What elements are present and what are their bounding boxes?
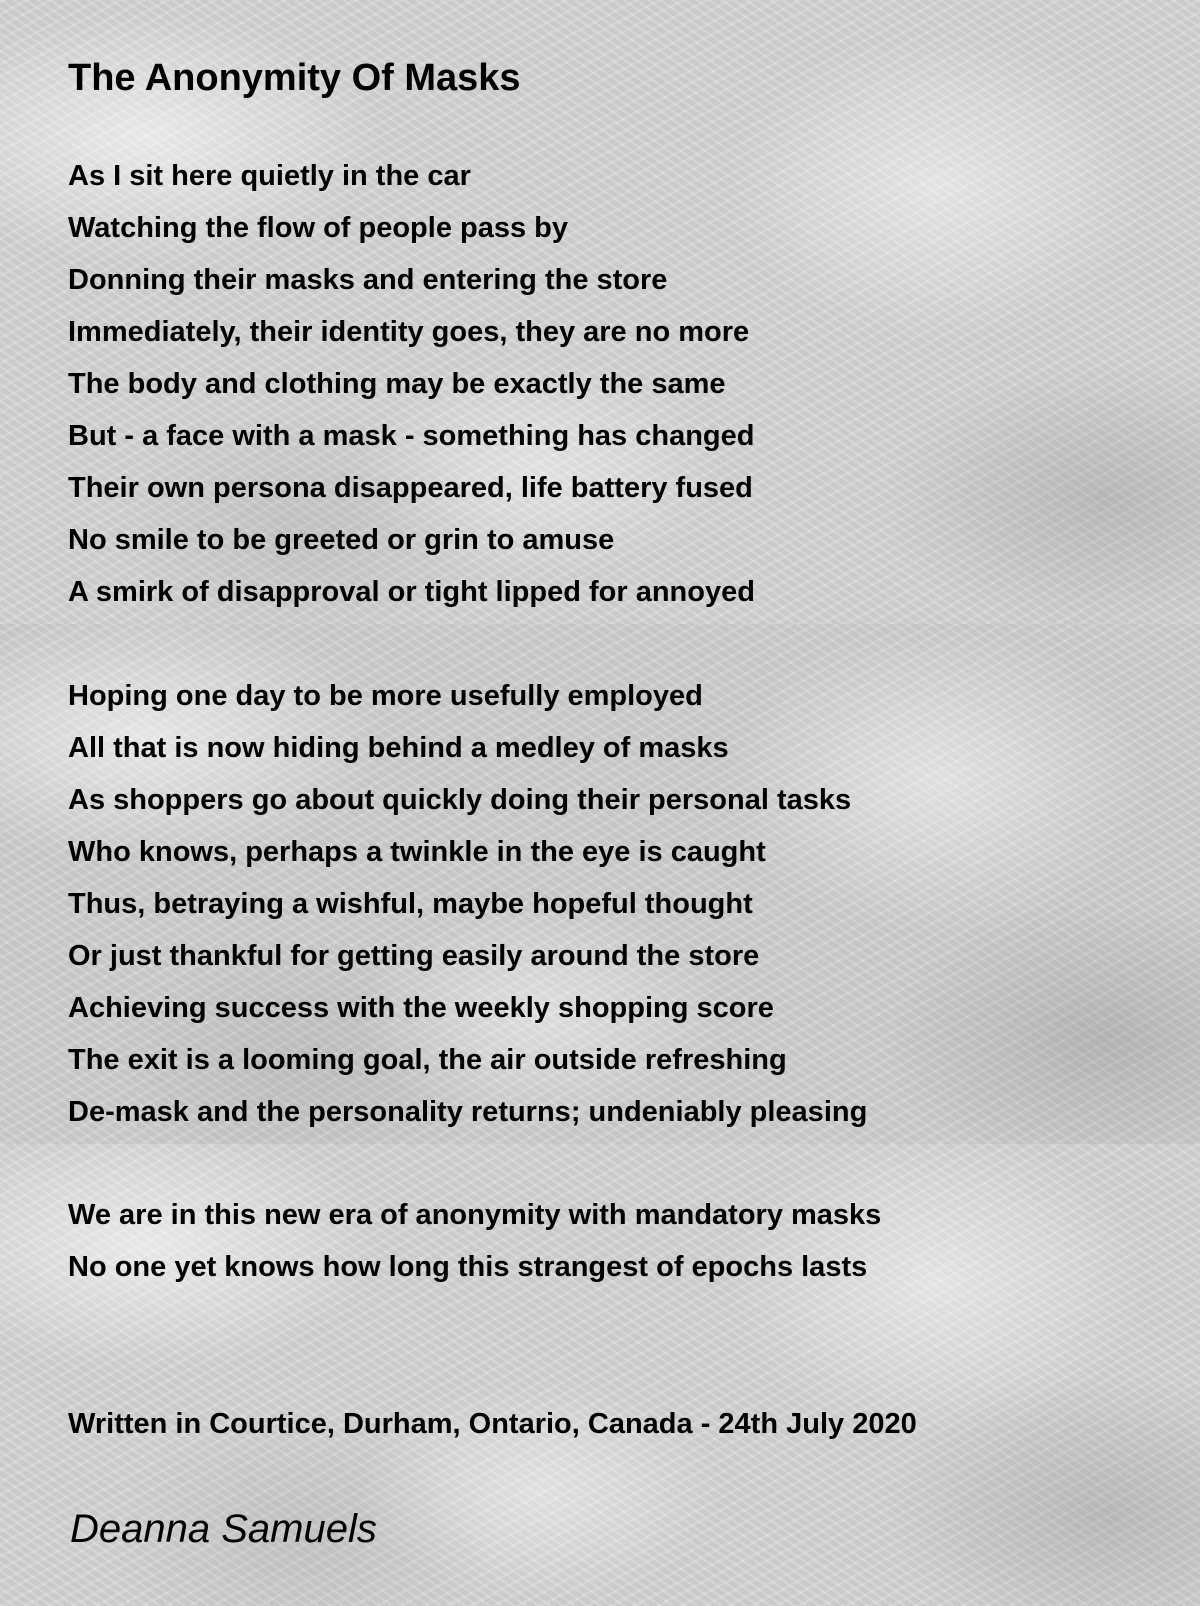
poem-title: The Anonymity Of Masks	[68, 57, 521, 99]
poem-line: Thus, betraying a wishful, maybe hopeful thought	[68, 888, 753, 920]
stanza-2	[68, 670, 867, 1138]
poem-line: Or just thankful for getting easily around the store	[68, 940, 760, 972]
poem-line: But - a face with a mask - something has changed	[68, 420, 755, 452]
poem-line: We are in this new era of anonymity with mandatory masks	[68, 1199, 882, 1231]
poem-line: The body and clothing may be exactly the same	[68, 368, 726, 400]
poem-line: As I sit here quietly in the car	[68, 160, 471, 192]
poem-line: Achieving success with the weekly shopping score	[68, 992, 774, 1024]
stanza-1	[68, 150, 755, 618]
poem-line: Immediately, their identity goes, they are no more	[68, 316, 750, 348]
author-name: Deanna Samuels	[70, 1507, 377, 1551]
poem-line: Watching the flow of people pass by	[68, 212, 569, 244]
stanza-3	[68, 1189, 881, 1293]
poem-line: As shoppers go about quickly doing their personal tasks	[68, 784, 852, 816]
poem-line: Who knows, perhaps a twinkle in the eye is caught	[68, 836, 766, 868]
poem-line: Hoping one day to be more usefully employed	[68, 680, 703, 712]
poem-line: No one yet knows how long this strangest of epochs lasts	[68, 1251, 868, 1283]
poem-line: Donning their masks and entering the store	[68, 264, 668, 296]
poem-line: Their own persona disappeared, life battery fused	[68, 472, 753, 504]
poem-line: The exit is a looming goal, the air outside refreshing	[68, 1044, 787, 1076]
poem-line: All that is now hiding behind a medley of masks	[68, 732, 729, 764]
poem-line: No smile to be greeted or grin to amuse	[68, 524, 615, 556]
poem-line: A smirk of disapproval or tight lipped for annoyed	[68, 576, 755, 608]
location-note: Written in Courtice, Durham, Ontario, Canada - 24th July 2020	[68, 1408, 917, 1440]
poem-line: De-mask and the personality returns; undeniably pleasing	[68, 1096, 868, 1128]
